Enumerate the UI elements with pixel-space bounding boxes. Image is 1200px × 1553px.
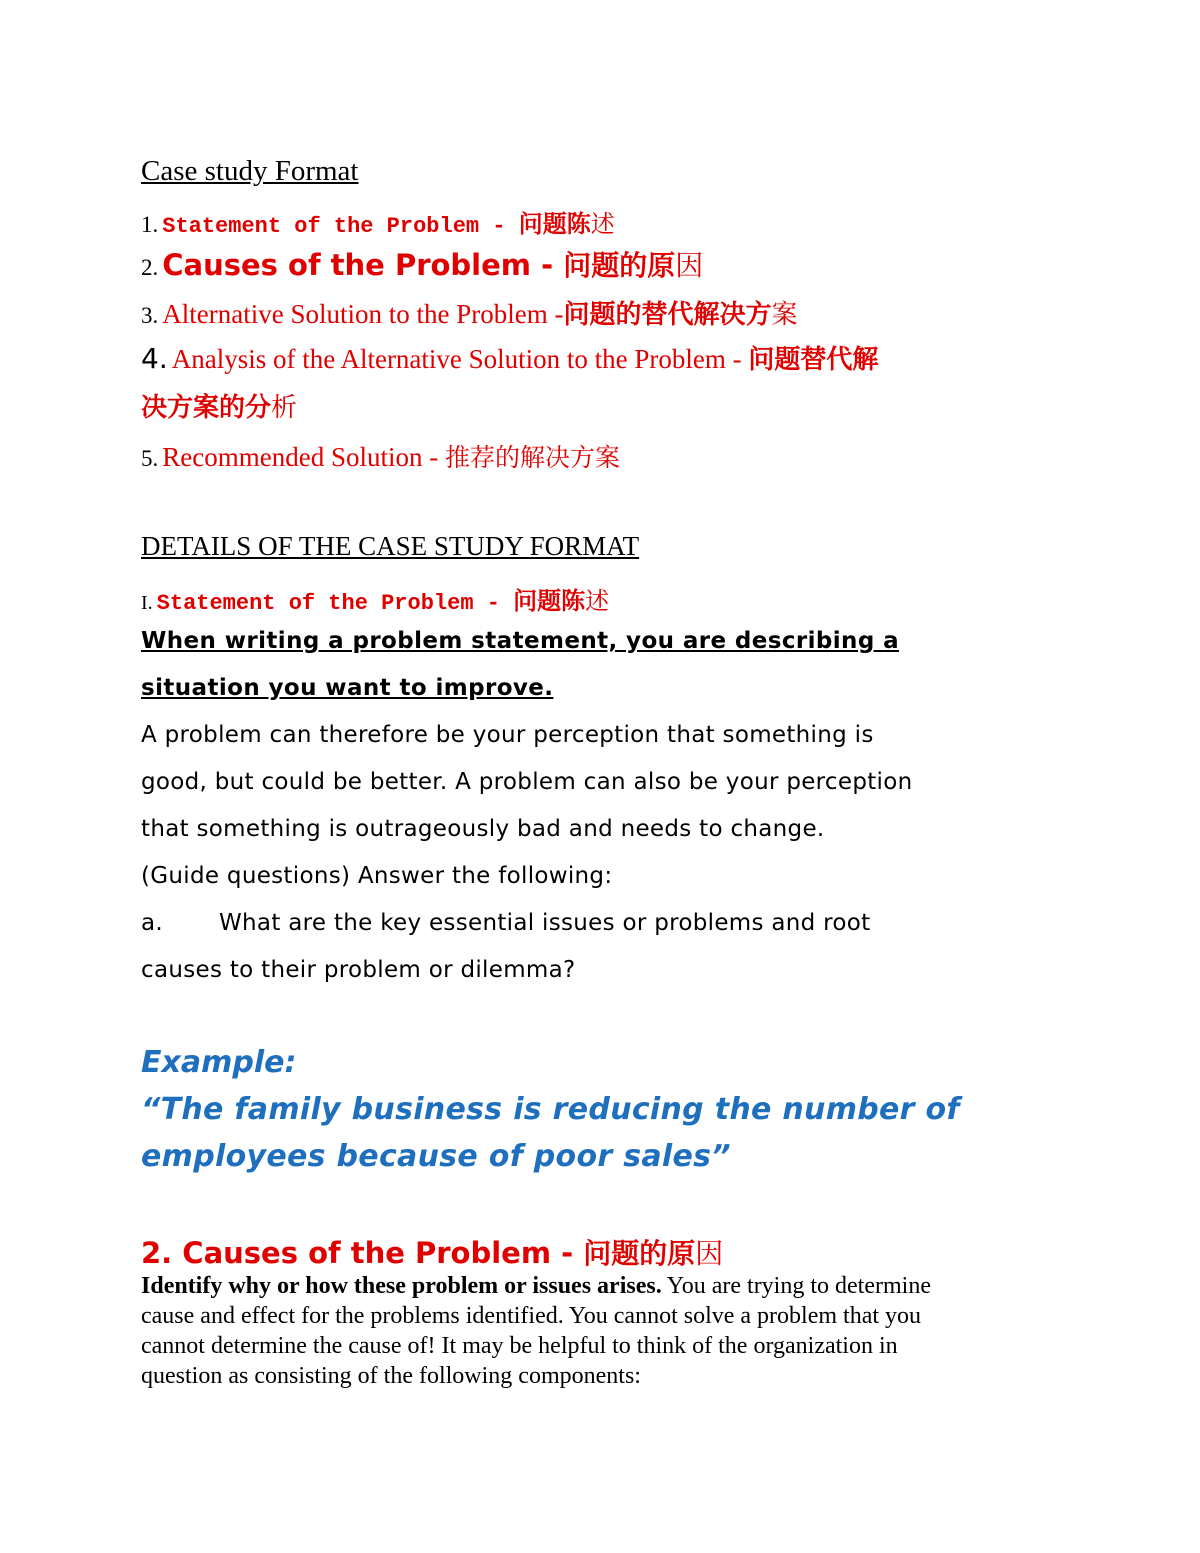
section-title: 2. Causes of the Problem - [141,1236,584,1270]
outline-text: Causes of the Problem - [162,248,564,282]
section-cjk-bold: 问题的原 [583,1237,696,1270]
outline-number: 3. [141,303,159,328]
body-line: good, but could be better. A problem can also be your perception [141,769,913,795]
outline-item-2 [141,244,703,284]
outline-cjk-bold: 问题替代解 [748,345,879,375]
outline-number: 5. [141,446,159,471]
guide-question-continued: causes to their problem or dilemma? [141,957,576,983]
outline-cjk: 案 [771,300,798,330]
outline-text: Statement of the Problem - [162,214,519,239]
outline-cjk-bold: 问题陈 [518,210,591,238]
section-cjk: 因 [695,1237,724,1270]
outline-item-4-continued [141,387,297,424]
example-label: Example: [141,1045,297,1080]
outline-number: 4. [141,342,168,375]
outline-cjk-bold: 问题的原 [563,249,676,282]
section-2-lead [141,1273,931,1300]
body-line: cause and effect for the problems identified. You cannot solve a problem that you [141,1303,922,1329]
section-2-lead-rest: You are trying to determine [661,1273,931,1299]
problem-statement-lead-1: When writing a problem statement, you are describing a [141,628,900,654]
problem-statement-lead-2: situation you want to improve. [141,675,554,701]
format-title: Case study Format [141,155,359,187]
section-2-heading [141,1232,723,1272]
section-number: I. [141,592,153,614]
outline-cjk-bold: 决方案的分 [141,393,272,423]
outline-cjk: 述 [590,210,615,238]
body-line: that something is outrageously bad and needs to change. [141,816,825,842]
section-2-lead-bold: Identify why or how these problem or issues arises. [141,1273,662,1299]
example-quote-1: “The family business is reducing the number of [141,1092,960,1127]
guide-question [141,910,871,936]
question-label: a. [141,910,164,936]
outline-item-5 [141,438,620,474]
outline-cjk: 析 [271,393,298,423]
outline-text: Recommended Solution - [162,442,445,472]
body-line: (Guide questions) Answer the following: [141,863,613,889]
question-text: What are the key essential issues or problems and root [219,910,871,936]
example-quote-2: employees because of poor sales” [141,1139,731,1174]
outline-cjk: 因 [675,249,704,282]
body-line: question as consisting of the following components: [141,1363,641,1389]
outline-number: 1. [141,212,159,237]
outline-cjk-bold: 问题的替代解决方 [563,300,772,330]
section-title: Statement of the Problem - [156,591,514,616]
details-heading: DETAILS OF THE CASE STUDY FORMAT [141,531,640,561]
outline-text: Alternative Solution to the Problem - [162,299,564,329]
outline-item-3 [141,294,797,331]
section-cjk-bold: 问题陈 [513,587,586,615]
body-line: A problem can therefore be your perception that something is [141,722,874,748]
outline-number: 2. [141,255,159,280]
outline-cjk: 推荐的解决方案 [444,443,620,472]
section-cjk: 述 [585,587,610,615]
outline-item-4 [141,339,878,376]
section-1-heading [141,581,609,616]
outline-item-1 [141,204,615,239]
outline-text: Analysis of the Alternative Solution to the Problem - [171,344,749,374]
body-line: cannot determine the cause of! It may be helpful to think of the organization in [141,1333,898,1359]
